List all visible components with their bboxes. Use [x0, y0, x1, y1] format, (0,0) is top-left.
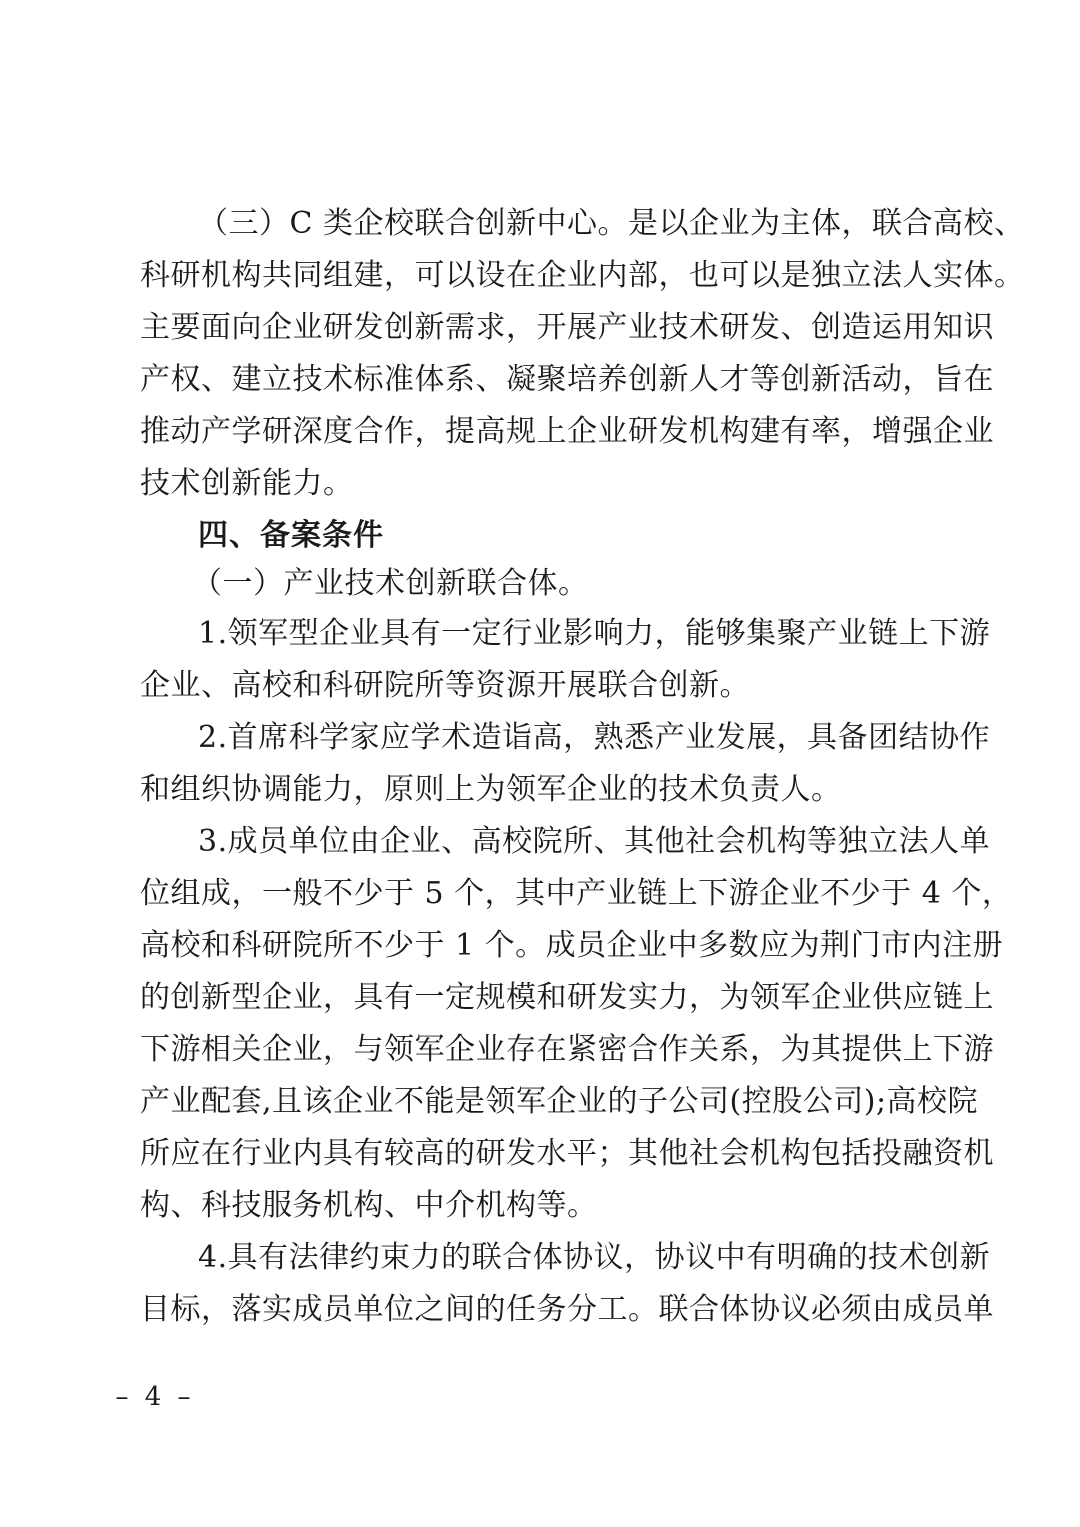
item-3-line: 位组成，一般不少于 5 个，其中产业链上下游企业不少于 4 个，: [140, 876, 1013, 911]
item-1-line: 企业、高校和科研院所等资源开展联合创新。: [140, 668, 750, 703]
paragraph-line: 技术创新能力。: [140, 466, 354, 501]
section-heading: 四、备案条件: [198, 518, 384, 553]
item-3-line: 的创新型企业，具有一定规模和研发实力，为领军企业供应链上: [140, 980, 994, 1015]
paragraph-line: （三）C 类企校联合创新中心。是以企业为主体，联合高校、: [198, 206, 1025, 241]
item-3-line: 下游相关企业，与领军企业存在紧密合作关系，为其提供上下游: [140, 1032, 994, 1067]
item-3-line: 产业配套,且该企业不能是领军企业的子公司(控股公司);高校院: [140, 1084, 979, 1119]
item-2-line: 和组织协调能力，原则上为领军企业的技术负责人。: [140, 772, 842, 807]
paragraph-line: 科研机构共同组建，可以设在企业内部，也可以是独立法人实体。: [140, 258, 1025, 293]
item-4-line: 目标，落实成员单位之间的任务分工。联合体协议必须由成员单: [140, 1292, 994, 1327]
paragraph-line: 产权、建立技术标准体系、凝聚培养创新人才等创新活动，旨在: [140, 362, 994, 397]
page-number: – 4 –: [115, 1382, 195, 1412]
item-3-line: 3.成员单位由企业、高校院所、其他社会机构等独立法人单: [198, 824, 991, 859]
paragraph-line: 推动产学研深度合作，提高规上企业研发机构建有率，增强企业: [140, 414, 994, 449]
item-3-line: 高校和科研院所不少于 1 个。成员企业中多数应为荆门市内注册: [140, 928, 1004, 963]
item-3-line: 构、科技服务机构、中介机构等。: [140, 1188, 598, 1223]
item-2-line: 2.首席科学家应学术造诣高，熟悉产业发展，具备团结协作: [198, 720, 991, 755]
item-3-line: 所应在行业内具有较高的研发水平；其他社会机构包括投融资机: [140, 1136, 994, 1171]
subsection-heading: （一）产业技术创新联合体。: [192, 566, 589, 601]
paragraph-line: 主要面向企业研发创新需求，开展产业技术研发、创造运用知识: [140, 310, 994, 345]
item-1-line: 1.领军型企业具有一定行业影响力，能够集聚产业链上下游: [198, 616, 991, 651]
item-4-line: 4.具有法律约束力的联合体协议，协议中有明确的技术创新: [198, 1240, 991, 1275]
